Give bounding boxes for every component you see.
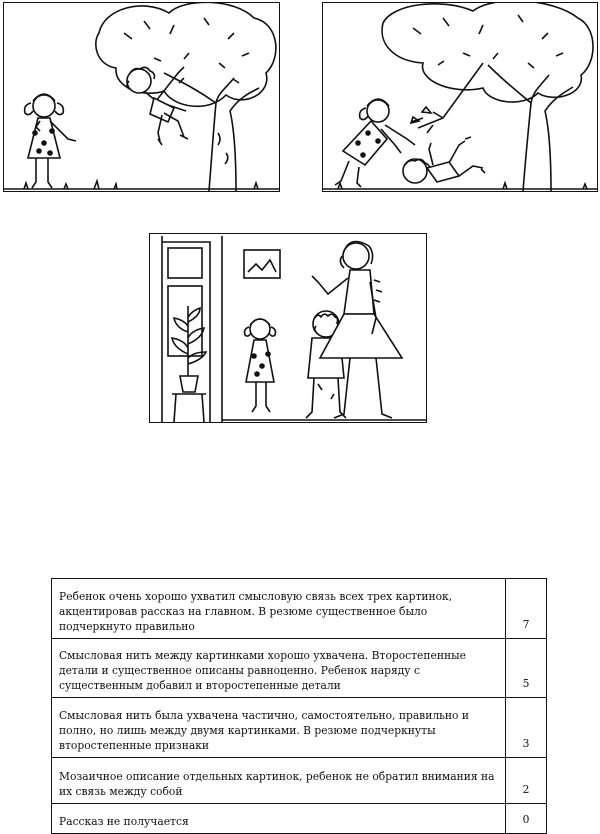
illustration-boy-falls-from-tree — [322, 2, 598, 192]
picture-three-drawing — [150, 234, 426, 422]
row-score: 7 — [506, 579, 547, 639]
illustration-mother-scolds-children — [149, 233, 427, 423]
illustration-boy-climbing-tree — [3, 2, 280, 192]
table-row — [52, 639, 547, 698]
row-score: 2 — [506, 758, 547, 804]
row-score: 0 — [506, 804, 547, 834]
row-description: Ребенок очень хорошо ухватил смысловую связь всех трех картинок, акцентировав рассказ на главном. В резюме существенное было подчеркнуто правильно — [52, 579, 506, 639]
row-description: Смысловая нить между картинками хорошо ухвачена. Второстепенные детали и существенное описаны равноценно. Ребенок наряду с существенным добавил и второстепенные детали — [52, 639, 506, 698]
picture-one-drawing — [4, 3, 279, 191]
row-description: Смысловая нить была ухвачена частично, самостоятельно, правильно и полно, но лишь между двумя картинками. В резюме подчеркнуты второстепенные признаки — [52, 698, 506, 758]
row-score: 5 — [506, 639, 547, 698]
table-row — [52, 804, 547, 834]
row-score: 3 — [506, 698, 547, 758]
table-row — [52, 698, 547, 758]
table-row — [52, 758, 547, 804]
picture-two-drawing — [323, 3, 597, 191]
scoring-table — [51, 578, 547, 834]
row-description: Мозаичное описание отдельных картинок, ребенок не обратил внимания на их связь между собой — [52, 758, 506, 804]
row-description: Рассказ не получается — [52, 804, 506, 834]
table-row — [52, 579, 547, 639]
